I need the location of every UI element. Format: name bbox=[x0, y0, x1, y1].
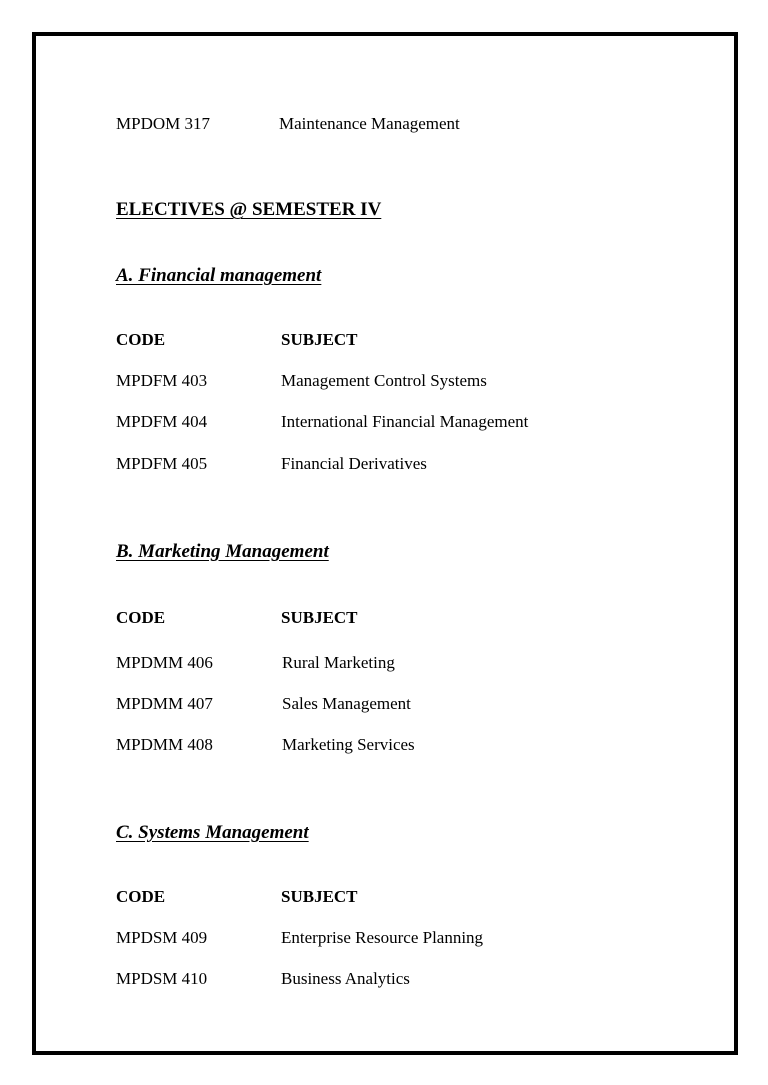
section-title-systems: C. Systems Management bbox=[116, 822, 309, 843]
table-header bbox=[116, 887, 358, 907]
code-column-header: CODE bbox=[116, 608, 166, 627]
table-row bbox=[116, 371, 487, 391]
code-column-header: CODE bbox=[116, 887, 166, 906]
table-header bbox=[116, 608, 358, 628]
subject-column-header: SUBJECT bbox=[281, 330, 358, 349]
course-code: MPDSM 410 bbox=[116, 969, 208, 988]
electives-heading: ELECTIVES @ SEMESTER IV bbox=[116, 199, 382, 220]
code-column-header: CODE bbox=[116, 330, 166, 349]
section-title-financial: A. Financial management bbox=[116, 265, 322, 286]
course-subject: Management Control Systems bbox=[281, 371, 487, 390]
course-code: MPDOM 317 bbox=[116, 114, 210, 133]
table-row bbox=[116, 412, 529, 432]
course-subject: International Financial Management bbox=[281, 412, 529, 431]
course-subject: Rural Marketing bbox=[282, 653, 395, 672]
course-code: MPDSM 409 bbox=[116, 928, 208, 947]
table-row bbox=[116, 454, 427, 474]
course-code: MPDMM 406 bbox=[116, 653, 213, 672]
section-title-marketing: B. Marketing Management bbox=[116, 541, 329, 562]
course-subject: Financial Derivatives bbox=[281, 454, 427, 473]
table-row bbox=[116, 969, 410, 989]
subject-column-header: SUBJECT bbox=[281, 608, 358, 627]
course-subject: Enterprise Resource Planning bbox=[281, 928, 484, 947]
course-code: MPDFM 405 bbox=[116, 454, 208, 473]
course-row-top bbox=[116, 114, 460, 134]
course-code: MPDFM 404 bbox=[116, 412, 208, 431]
table-row bbox=[116, 653, 395, 673]
table-row bbox=[116, 928, 484, 948]
table-row bbox=[116, 735, 415, 755]
course-code: MPDMM 408 bbox=[116, 735, 213, 754]
course-subject: Marketing Services bbox=[282, 735, 415, 754]
course-code: MPDMM 407 bbox=[116, 694, 213, 713]
subject-column-header: SUBJECT bbox=[281, 887, 358, 906]
course-subject: Maintenance Management bbox=[279, 114, 460, 133]
table-row bbox=[116, 694, 411, 714]
course-subject: Sales Management bbox=[282, 694, 411, 713]
course-code: MPDFM 403 bbox=[116, 371, 208, 390]
course-subject: Business Analytics bbox=[281, 969, 410, 988]
table-header bbox=[116, 330, 358, 350]
